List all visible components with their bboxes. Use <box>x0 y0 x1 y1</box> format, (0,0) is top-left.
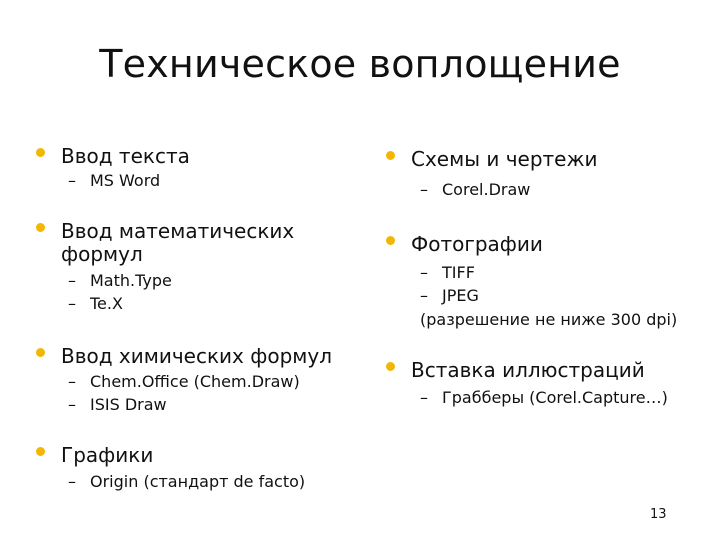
dash-icon: – <box>420 263 428 282</box>
sub-item-label: JPEG <box>442 286 479 305</box>
bullet-dot-icon <box>36 148 45 157</box>
dash-icon: – <box>68 171 76 190</box>
sub-item <box>420 262 475 284</box>
dash-icon: – <box>420 286 428 305</box>
bullet-label-line1: Ввод математических <box>61 219 295 243</box>
sub-item <box>420 387 668 409</box>
dash-icon: – <box>420 388 428 407</box>
bullet-photos <box>411 233 543 256</box>
bullet-dot-icon <box>36 447 45 456</box>
sub-item <box>68 471 305 493</box>
dash-icon: – <box>68 372 76 391</box>
bullet-label: Ввод химических формул <box>61 344 332 368</box>
bullet-math-input <box>61 220 294 266</box>
bullet-dot-icon <box>386 151 395 160</box>
bullet-schemes <box>411 148 597 171</box>
sub-item-label: Грабберы (Corel.Capture…) <box>442 388 668 407</box>
sub-item-label: Corel.Draw <box>442 180 531 199</box>
bullet-label-line2: формул <box>61 242 143 266</box>
sub-item <box>68 270 172 292</box>
bullet-dot-icon <box>36 348 45 357</box>
bullet-chem-input <box>61 345 332 368</box>
bullet-label: Схемы и чертежи <box>411 147 598 171</box>
dash-icon: – <box>68 294 76 313</box>
dash-icon: – <box>68 472 76 491</box>
dash-icon: – <box>68 271 76 290</box>
sub-item-label: MS Word <box>90 171 161 190</box>
sub-item-label: Origin (стандарт de facto) <box>90 472 306 491</box>
sub-item <box>420 285 479 307</box>
bullet-dot-icon <box>386 236 395 245</box>
sub-item <box>68 293 123 315</box>
sub-item <box>68 170 160 192</box>
sub-item <box>68 371 300 393</box>
bullet-dot-icon <box>36 223 45 232</box>
bullet-graphs <box>61 444 153 467</box>
sub-item-label: ISIS Draw <box>90 395 167 414</box>
bullet-label: Фотографии <box>411 232 543 256</box>
slide-title: Техническое воплощение <box>99 42 621 86</box>
bullet-dot-icon <box>386 362 395 371</box>
bullet-label: Ввод текста <box>61 144 190 168</box>
sub-item-label: Chem.Office (Chem.Draw) <box>90 372 300 391</box>
sub-item <box>420 179 530 201</box>
page-number: 13 <box>650 507 667 522</box>
bullet-label: Графики <box>61 443 154 467</box>
dash-icon: – <box>68 395 76 414</box>
photo-resolution-note: (разрешение не ниже 300 dpi) <box>420 310 678 329</box>
bullet-text-input <box>61 145 190 168</box>
sub-item-label: Math.Type <box>90 271 172 290</box>
bullet-label: Вставка иллюстраций <box>411 358 645 382</box>
sub-item-label: Te.X <box>90 294 123 313</box>
sub-item <box>68 394 167 416</box>
sub-item-label: TIFF <box>442 263 475 282</box>
dash-icon: – <box>420 180 428 199</box>
bullet-illustrations <box>411 359 645 382</box>
